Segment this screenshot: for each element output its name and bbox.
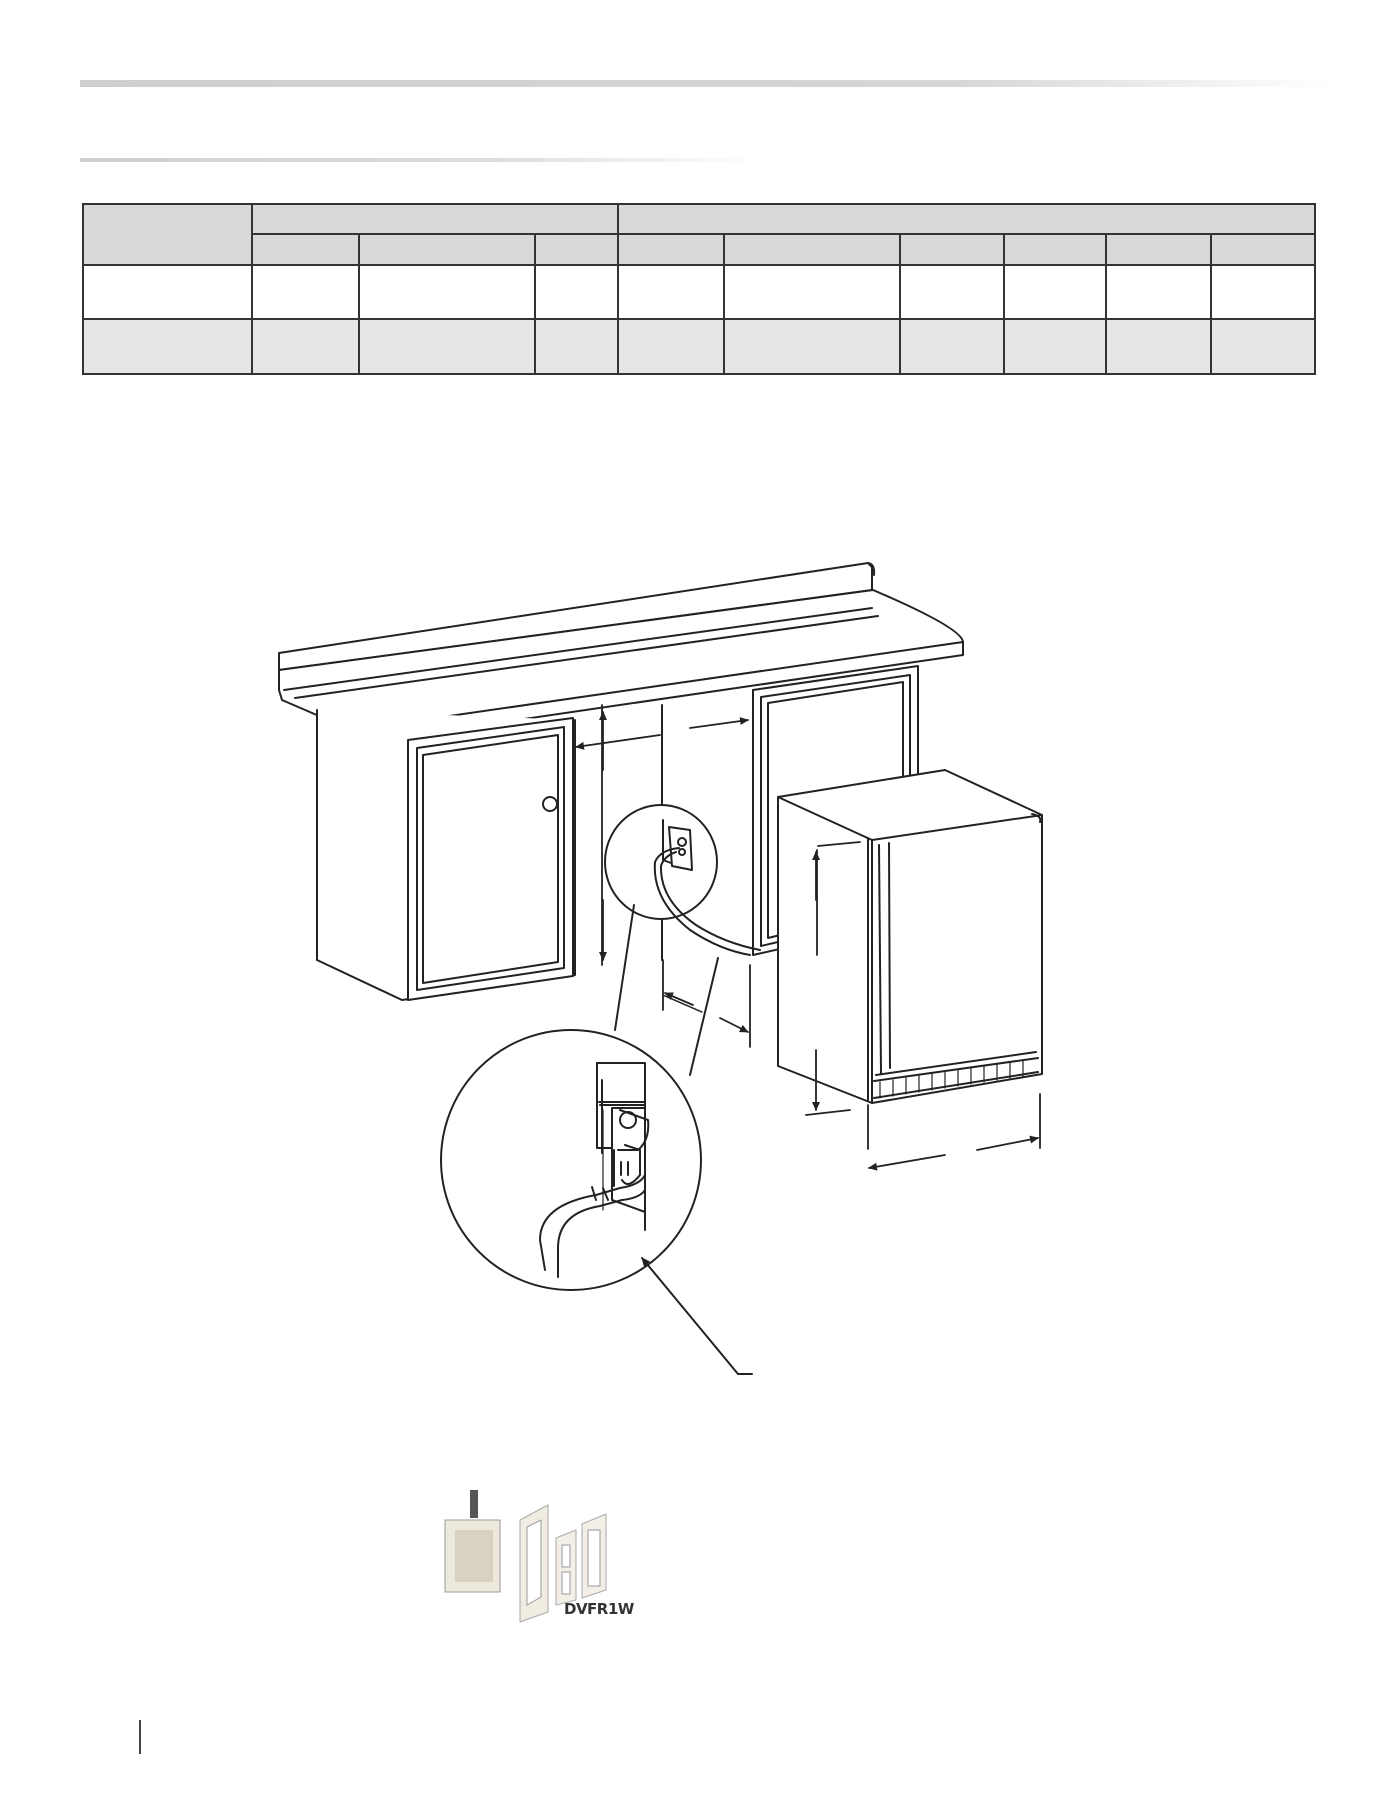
outlet-detail-icon xyxy=(605,805,760,1075)
leader-arrow xyxy=(642,1258,752,1374)
product-label: DVFR1W xyxy=(564,1600,634,1618)
outlet-magnified-detail xyxy=(441,1030,701,1290)
page-number-rule xyxy=(139,1720,141,1754)
